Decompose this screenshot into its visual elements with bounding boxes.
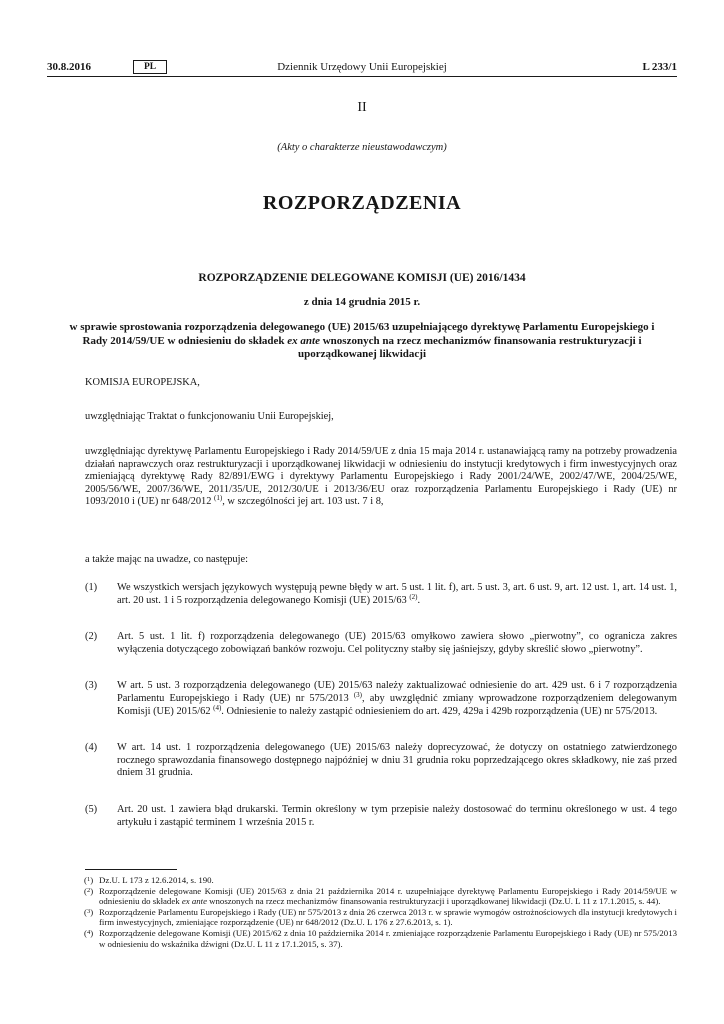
recital — [85, 582, 677, 607]
header-date: 30.8.2016 — [47, 61, 91, 73]
footnote-text: Rozporządzenie delegowane Komisji (UE) 2015/63 z dnia 21 października 2014 r. uzupełniające dyrektywę Parlamentu Europejskiego i Rady 2014/59/UE w odniesieniu do składek ex ante wnoszonych na rzecz mechanizmów finansowania restrukturyzacji i uporządkowanej likwidacji (Dz.U. L 11 z 17.1.2015, s. 44). — [99, 885, 677, 907]
citation-directive: uwzględniając dyrektywę Parlamentu Europejskiego i Rady 2014/59/UE z dnia 15 maja 2014 r. ustanawiającą ramy na potrzeby prowadzenia działań naprawczych oraz restrukturyzacji i uporządkowanej likwidacji w odniesieniu do instytucji kredytowych i firm inwestycyjnych oraz zmieniającą dyrektywę Rady 82/891/EWG i dyrektywy Parlamentu Europejskiego i Rady 2001/24/WE, 2002/47/WE, 2004/25/WE, 2005/56/WE, 2007/36/WE, 2011/35/UE, 2012/30/UE i 2013/36/EU oraz rozporządzenia Parlamentu Europejskiego i Rady (UE) nr 1093/2010 i (UE) nr 648/2012 $^{(1)}$, w szczególności jej art. 103 ust. 7 i 8, — [85, 446, 677, 508]
recital-text: Art. 20 ust. 1 zawiera błąd drukarski. Termin określony w tym przepisie należy dostosować do terminu określonego w ust. 4 tego artykułu i zastąpić terminem 1 września 2015 r. — [117, 803, 677, 828]
footnote — [84, 907, 677, 928]
recital-number: (1) — [85, 582, 98, 593]
recital — [85, 742, 677, 780]
recital-number: (4) — [85, 742, 98, 754]
footnote-marker: ($^2$) — [84, 885, 94, 896]
recital-text: W art. 14 ust. 1 rozporządzenia delegowanego (UE) 2015/63 należy doprecyzować, że dotyczy on ostatniego zatwierdzonego rocznego sprawozdania finansowego dostępnego najpóźniej w dniu 31 grudnia roku poprzedzającego okres składkowy, nie zaś przed dniem 31 grudnia. — [117, 742, 677, 779]
running-header — [47, 57, 677, 77]
language-code-box: PL — [133, 60, 167, 74]
citation-treaty: uwzględniając Traktat o funkcjonowaniu Unii Europejskiej, — [85, 411, 334, 422]
footnote-marker: ($^1$) — [84, 875, 94, 885]
recital-number: (2) — [85, 631, 98, 643]
footnote-separator — [85, 869, 177, 870]
footnote — [84, 928, 677, 949]
recital — [85, 631, 677, 656]
recital-text: Art. 5 ust. 1 lit. f) rozporządzenia delegowanego (UE) 2015/63 omyłkowo zawiera słowo „pierwotny”, co ogranicza zakres wyłączenia dotyczącego zobowiązań banków rozwoju. Cel polityczny stałby się jaśniejszy, gdyby skreślić słowo „pierwotny”. — [117, 631, 677, 655]
footnote — [84, 875, 677, 886]
recital-text: W art. 5 ust. 3 rozporządzenia delegowanego (UE) 2015/63 należy zaktualizować odniesienie do art. 429 ust. 6 i 7 rozporządzenia Parlamentu Europejskiego i Rady (UE) nr 575/2013 $^{(3)}$, aby uwzględnić zmiany wprowadzone rozporządzeniem delegowanym Komisji (UE) 2015/62 $^{(4)}$. Odniesienie to należy zastąpić odniesieniem do art. 429, 429a i 429b rozporządzenia (UE) nr 575/2013. — [117, 680, 677, 717]
footnote — [84, 886, 677, 907]
footnote-text: Rozporządzenie delegowane Komisji (UE) 2015/62 z dnia 10 października 2014 r. zmieniające rozporządzenie Parlamentu Europejskiego i Rady (UE) nr 575/2013 w odniesieniu do wskaźnika dźwigni (Dz.U. L 11 z 17.1.2015, s. 37). — [99, 927, 677, 949]
preamble-opening: KOMISJA EUROPEJSKA, — [85, 377, 200, 388]
oj-page-reference: L 233/1 — [642, 61, 677, 73]
recital-number: (5) — [85, 803, 98, 815]
footnote-text: Dz.U. L 173 z 12.6.2014, s. 190. — [99, 875, 214, 885]
footnote-marker: ($^3$) — [84, 906, 94, 917]
section-note: (Akty o charakterze nieustawodawczym) — [277, 142, 447, 153]
footnote-marker: ($^4$) — [84, 927, 94, 938]
section-heading: ROZPORZĄDZENIA — [262, 192, 462, 214]
recital — [85, 804, 677, 829]
recitals-intro: a także mając na uwadze, co następuje: — [85, 554, 248, 565]
recitals-list — [85, 582, 677, 853]
recital-number: (3) — [85, 680, 98, 692]
journal-title: Dziennik Urzędowy Unii Europejskiej — [277, 61, 447, 73]
section-numeral: II — [357, 100, 367, 115]
recital-text: We wszystkich wersjach językowych występują pewne błędy w art. 5 ust. 1 lit. f), art. 5 ust. 3, art. 6 ust. 9, art. 12 ust. 1, art. 14 ust. 1, art. 20 ust. 1 i 5 rozporządzenia delegowanego Komisji (UE) 2015/63 $^{(2)}$. — [117, 582, 677, 606]
act-subject: w sprawie sprostowania rozporządzenia delegowanego (UE) 2015/63 uzupełniającego dyrektywę Parlamentu Europejskiego i Rady 2014/59/UE w odniesieniu do składek ex ante wnoszonych na rzecz mechanizmów finansowania restrukturyzacji i uporządkowanej likwidacji — [69, 321, 655, 360]
act-title: ROZPORZĄDZENIE DELEGOWANE KOMISJI (UE) 2016/1434 — [198, 272, 526, 284]
footnote-text: Rozporządzenie Parlamentu Europejskiego i Rady (UE) nr 575/2013 z dnia 26 czerwca 2013 r. w sprawie wymogów ostrożnościowych dla instytucji kredytowych i firm inwestycyjnych, zmieniające rozporządzenie (UE) nr 648/2012 (Dz.U. L 176 z 27.6.2013, s. 1). — [99, 906, 677, 928]
footnotes-list — [84, 875, 677, 949]
recital — [85, 680, 677, 718]
act-date-line: z dnia 14 grudnia 2015 r. — [303, 296, 421, 308]
